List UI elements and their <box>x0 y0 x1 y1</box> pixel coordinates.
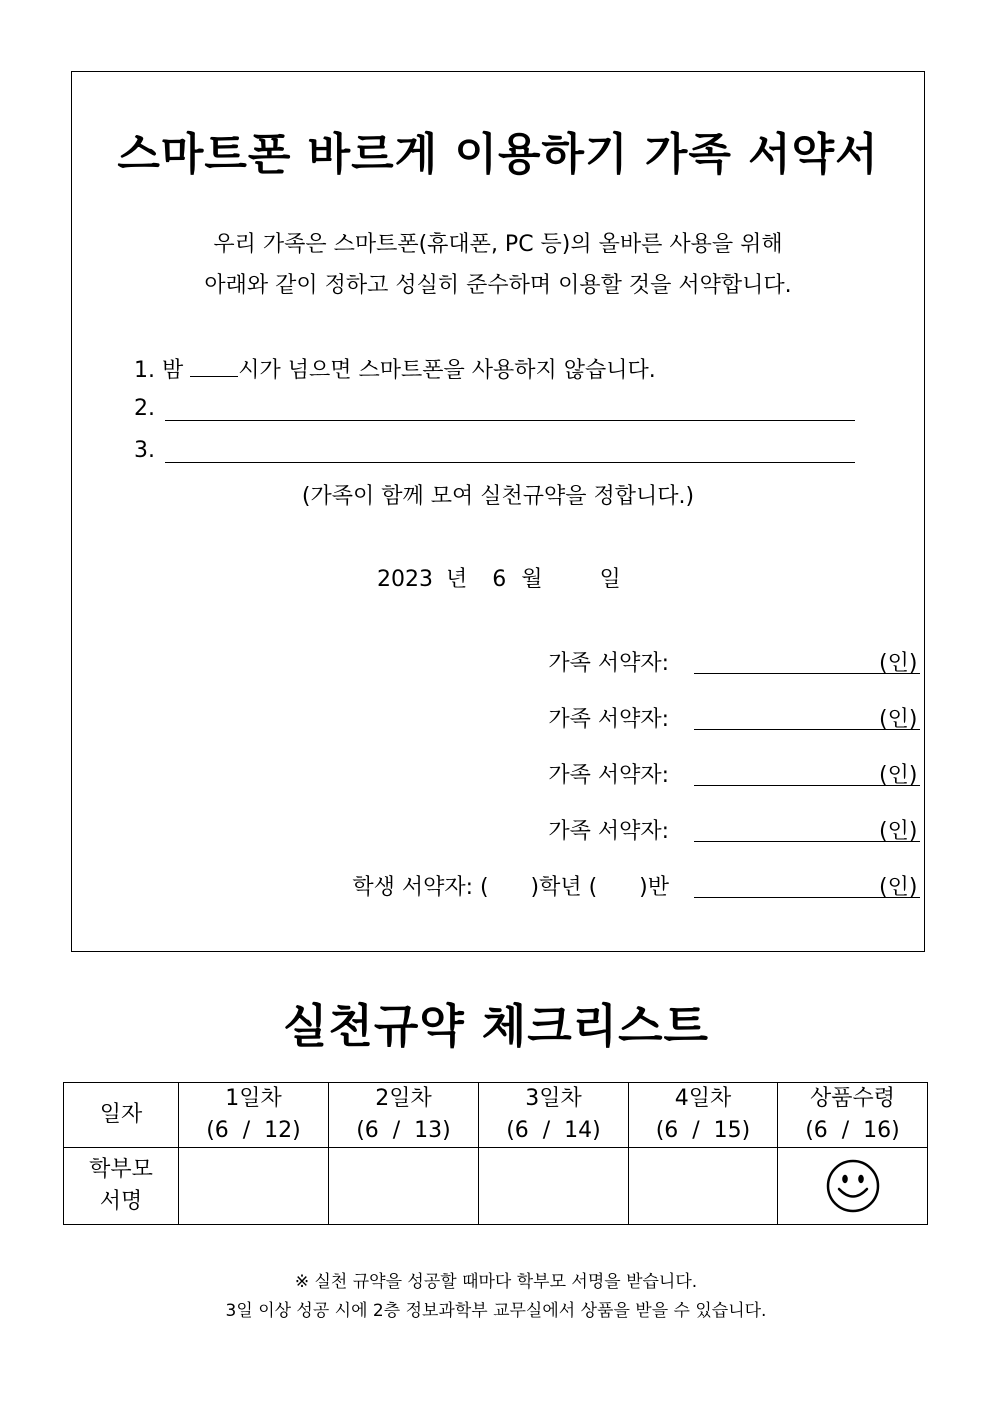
row-header-sign-line-1: 학부모 <box>89 1157 153 1182</box>
seal-mark-4: (인) <box>879 819 918 844</box>
day-4-date: (6 / 15) <box>655 1118 751 1143</box>
table-row <box>64 1148 928 1225</box>
rule-item-2-line[interactable] <box>165 420 855 421</box>
day-1-header <box>179 1083 329 1148</box>
day-3-date: (6 / 14) <box>506 1118 601 1143</box>
day-2-date: (6 / 13) <box>356 1118 451 1143</box>
seal-mark-2: (인) <box>879 707 918 732</box>
date-year-unit: 년 <box>446 567 468 592</box>
row-header-parent-sign <box>64 1148 179 1225</box>
day-1-label: 1일차 <box>225 1086 282 1111</box>
date-month: 6 <box>492 567 507 592</box>
intro-line-1: 우리 가족은 스마트폰(휴대폰, PC 등)의 올바른 사용을 위해 <box>213 232 783 257</box>
footnote-line-2: 3일 이상 성공 시에 2층 정보과학부 교무실에서 상품을 받을 수 있습니다. <box>225 1301 767 1321</box>
day-4-label: 4일차 <box>674 1086 732 1111</box>
day-4-header <box>629 1083 778 1148</box>
rule-item-2-number: 2. <box>134 396 155 421</box>
day-3-label: 3일차 <box>525 1086 582 1111</box>
rule-item-1 <box>134 353 656 384</box>
seal-mark-3: (인) <box>879 763 918 788</box>
day-4-sign-cell[interactable] <box>629 1148 778 1225</box>
footnote-line-1: ※ 실천 규약을 성공할 때마다 학부모 서명을 받습니다. <box>294 1272 698 1292</box>
day-3-sign-cell[interactable] <box>479 1148 629 1225</box>
day-3-header <box>479 1083 629 1148</box>
prize-label: 상품수령 <box>809 1086 895 1111</box>
day-2-sign-cell[interactable] <box>329 1148 479 1225</box>
day-2-label: 2일차 <box>375 1086 432 1111</box>
student-signer-label: 학생 서약자: ( )학년 ( )반 <box>352 875 669 900</box>
date-day-unit: 일 <box>599 567 621 592</box>
intro-line-2: 아래와 같이 정하고 성실히 준수하며 이용할 것을 서약합니다. <box>204 273 792 298</box>
date-month-unit: 월 <box>521 567 543 592</box>
day-2-header <box>329 1083 479 1148</box>
seal-mark-1: (인) <box>879 651 918 676</box>
pledge-date <box>377 562 621 593</box>
checklist-title: 실천규약 체크리스트 <box>283 999 709 1053</box>
family-signer-label-3: 가족 서약자: <box>548 763 669 788</box>
date-year: 2023 <box>377 567 433 592</box>
hour-blank[interactable] <box>190 356 238 377</box>
rule-item-3-line[interactable] <box>165 462 855 463</box>
rule-item-1-prefix: 1. 밤 <box>134 358 184 383</box>
pledge-title: 스마트폰 바르게 이용하기 가족 서약서 <box>117 129 879 180</box>
family-signer-label-2: 가족 서약자: <box>548 707 669 732</box>
row-header-sign-line-2: 서명 <box>99 1189 143 1214</box>
table-row <box>64 1083 928 1148</box>
smiley-face-icon <box>825 1158 881 1214</box>
day-1-sign-cell[interactable] <box>179 1148 329 1225</box>
rule-item-1-suffix: 시가 넘으면 스마트폰을 사용하지 않습니다. <box>238 358 656 383</box>
family-signer-label-1: 가족 서약자: <box>548 651 669 676</box>
checklist-table <box>63 1082 928 1225</box>
day-1-date: (6 / 12) <box>206 1118 301 1143</box>
row-header-date: 일자 <box>64 1083 179 1148</box>
pledge-box <box>71 71 925 952</box>
family-signer-label-4: 가족 서약자: <box>548 819 669 844</box>
prize-header <box>778 1083 928 1148</box>
prize-sign-cell <box>778 1148 928 1225</box>
prize-date: (6 / 16) <box>805 1118 900 1143</box>
rule-item-3-number: 3. <box>134 438 155 463</box>
seal-mark-5: (인) <box>879 875 918 900</box>
family-note: (가족이 함께 모여 실천규약을 정합니다.) <box>301 484 695 509</box>
